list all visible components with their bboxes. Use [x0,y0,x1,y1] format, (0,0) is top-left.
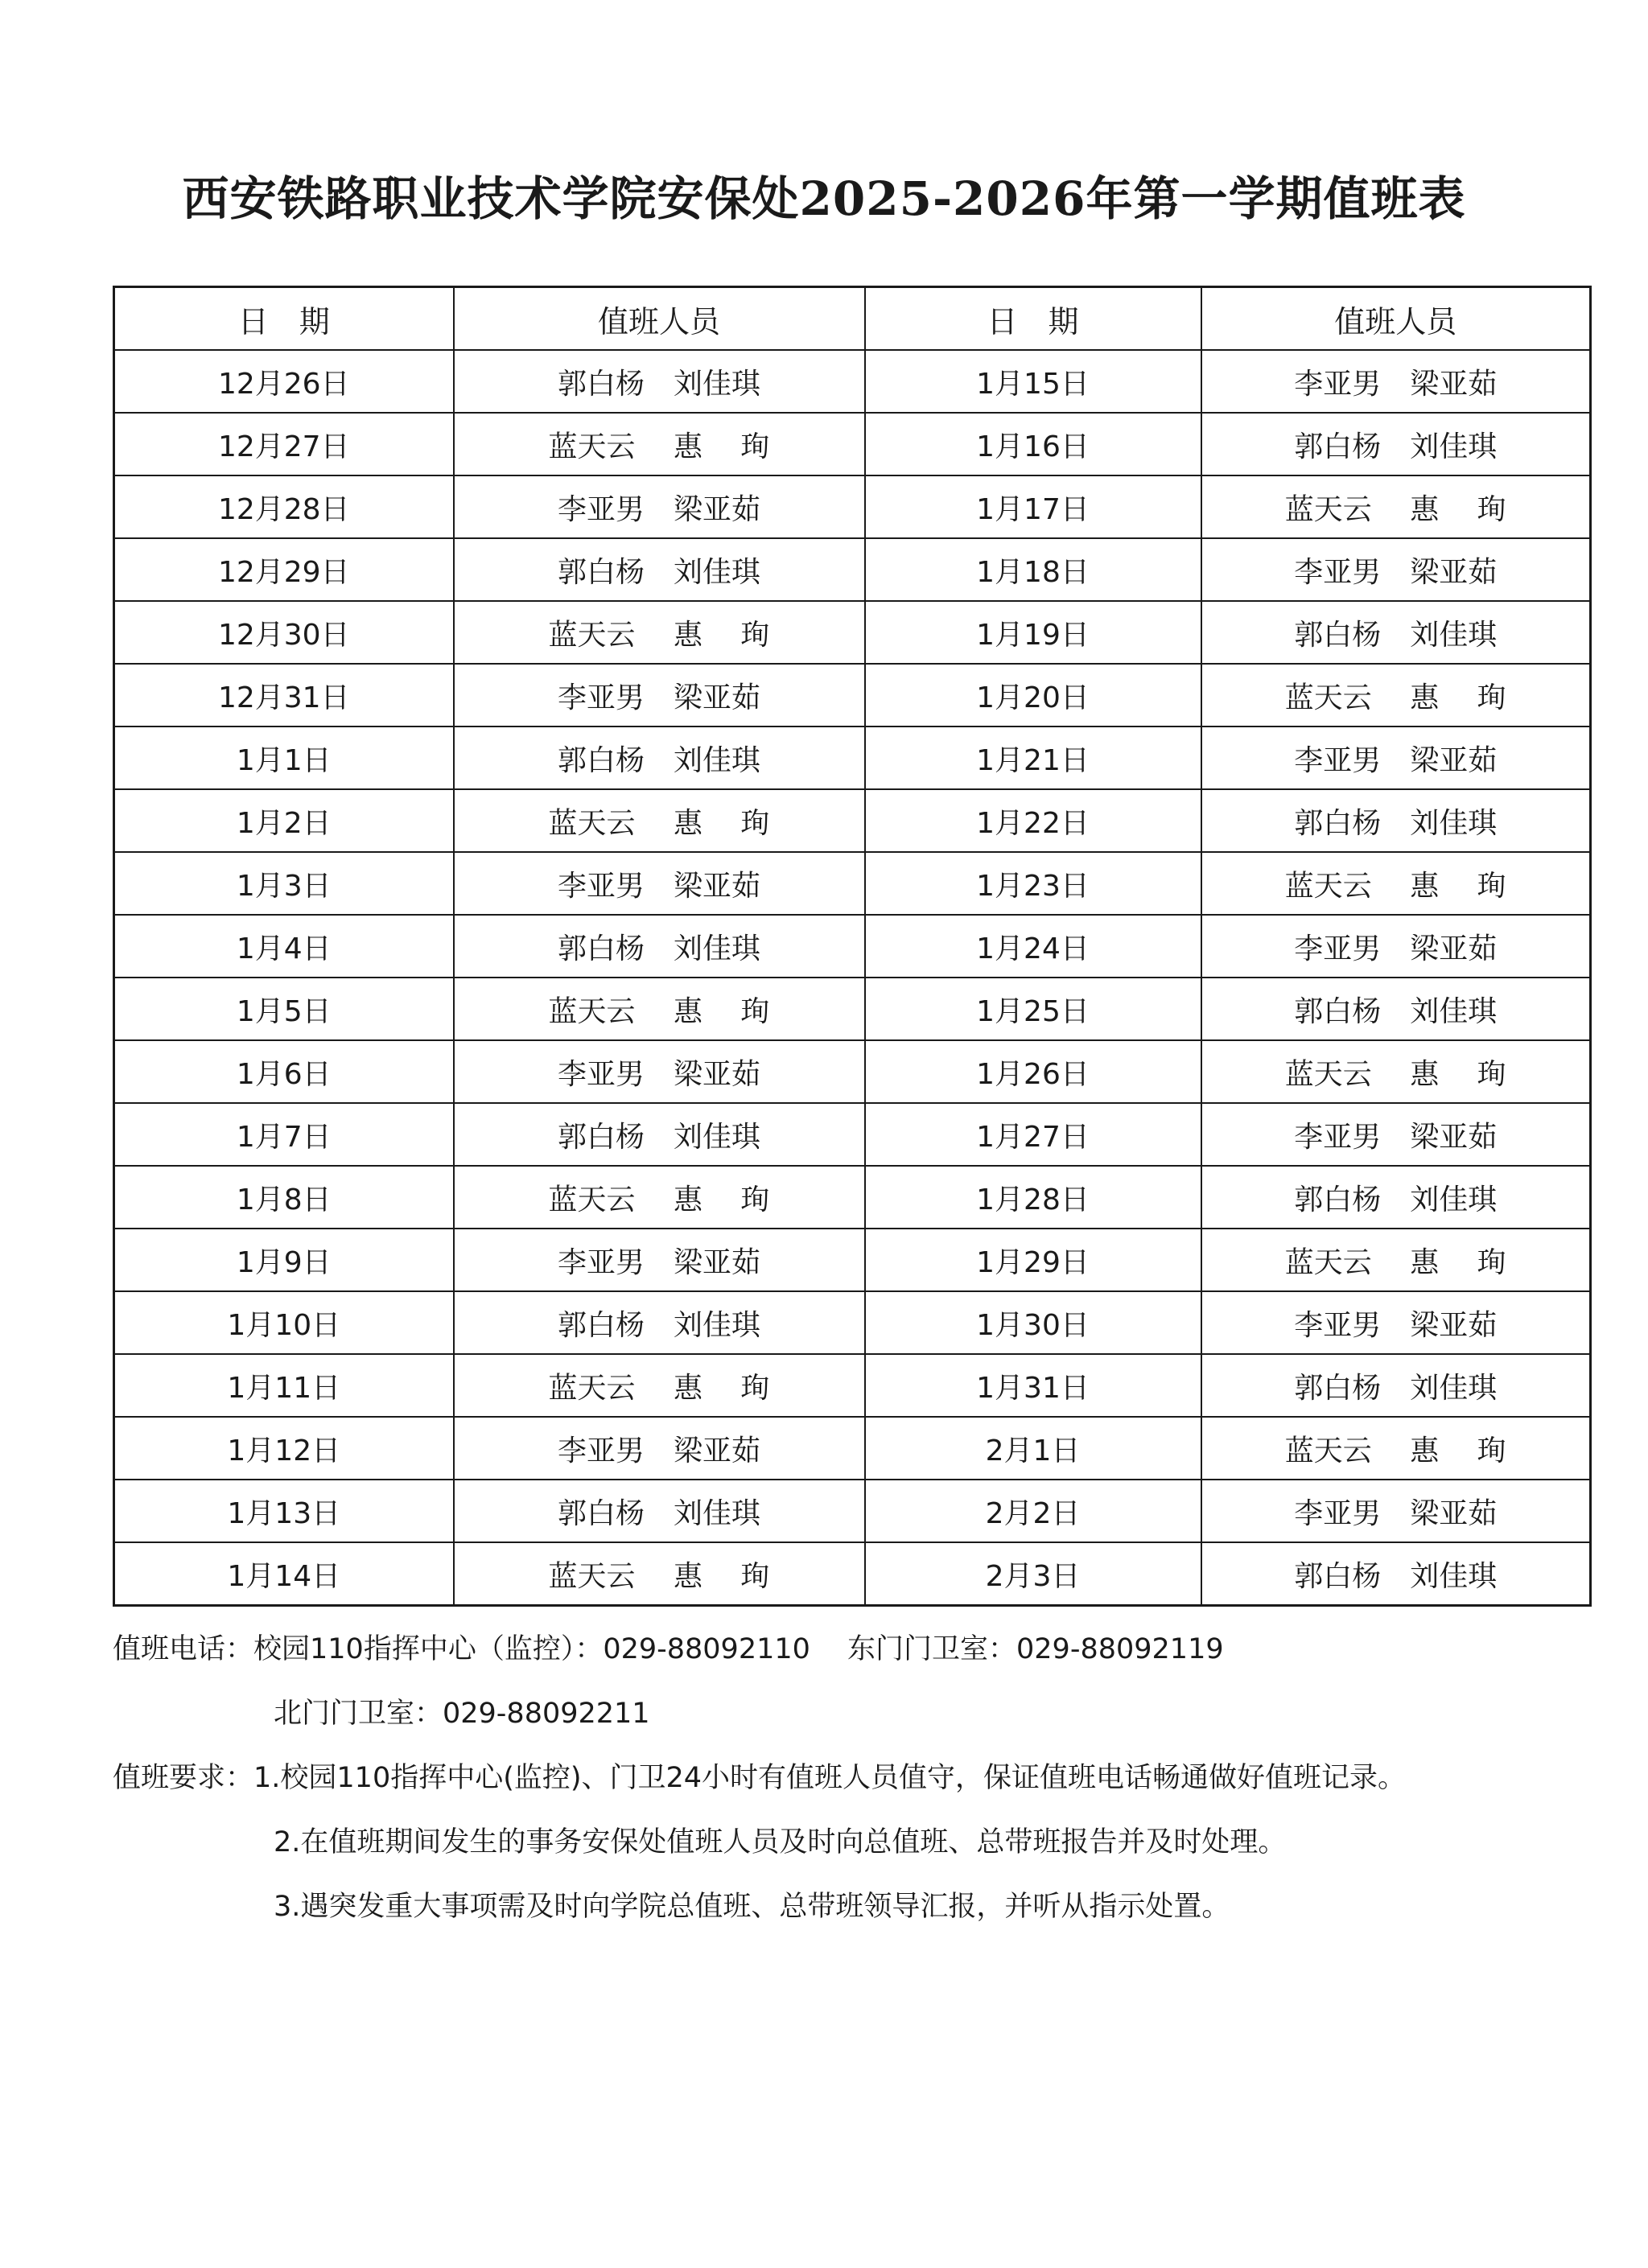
date-cell: 1月17日 [865,475,1201,538]
date-cell: 1月1日 [114,727,454,789]
staff-cell: 蓝天云 惠 珣 [1201,1417,1591,1480]
requirement-1-line [113,1746,1609,1810]
staff-cell: 郭白杨 刘佳琪 [1201,1542,1591,1606]
phone-line-2: 北门门卫室：029-88092211 [274,1698,650,1730]
date-cell: 1月6日 [114,1040,454,1103]
header-staff-left: 值班人员 [454,287,865,351]
date-cell: 1月20日 [865,664,1201,727]
staff-cell: 蓝天云 惠 珣 [1201,664,1591,727]
table-row [114,1480,1591,1542]
staff-cell: 李亚男 梁亚茹 [1201,1291,1591,1354]
staff-cell: 郭白杨 刘佳琪 [454,1480,865,1542]
date-cell: 12月29日 [114,538,454,601]
date-cell: 12月26日 [114,350,454,413]
staff-cell: 蓝天云 惠 珣 [454,1166,865,1229]
date-cell: 1月8日 [114,1166,454,1229]
header-staff-right: 值班人员 [1201,287,1591,351]
date-cell: 1月11日 [114,1354,454,1417]
date-cell: 1月13日 [114,1480,454,1542]
table-header-row [114,287,1591,351]
staff-cell: 李亚男 梁亚茹 [454,852,865,915]
header-date-left: 日 期 [114,287,454,351]
date-cell: 2月1日 [865,1417,1201,1480]
table-row [114,475,1591,538]
date-cell: 1月4日 [114,915,454,978]
table-row [114,413,1591,475]
notes-section [113,1617,1609,1939]
date-cell: 12月28日 [114,475,454,538]
staff-cell: 李亚男 梁亚茹 [1201,538,1591,601]
date-cell: 1月25日 [865,978,1201,1040]
requirement-item: 1.校园110指挥中心(监控)、门卫24小时有值班人员值守，保证值班电话畅通做好值班记录。 [253,1762,1407,1794]
staff-cell: 郭白杨 刘佳琪 [1201,978,1591,1040]
date-cell: 1月3日 [114,852,454,915]
date-cell: 1月19日 [865,601,1201,664]
table-row [114,789,1591,852]
staff-cell: 郭白杨 刘佳琪 [454,538,865,601]
phone-label: 值班电话： [113,1633,254,1665]
date-cell: 1月23日 [865,852,1201,915]
phone-line-1 [113,1617,1609,1681]
date-cell: 1月31日 [865,1354,1201,1417]
staff-cell: 郭白杨 刘佳琪 [1201,789,1591,852]
staff-cell: 郭白杨 刘佳琪 [454,1103,865,1166]
table-row [114,538,1591,601]
table-row [114,978,1591,1040]
date-cell: 1月28日 [865,1166,1201,1229]
date-cell: 1月14日 [114,1542,454,1606]
date-cell: 1月16日 [865,413,1201,475]
staff-cell: 郭白杨 刘佳琪 [1201,1166,1591,1229]
date-cell: 1月7日 [114,1103,454,1166]
staff-cell: 郭白杨 刘佳琪 [454,727,865,789]
table-row [114,852,1591,915]
table-row [114,1542,1591,1606]
table-row [114,664,1591,727]
staff-cell: 郭白杨 刘佳琪 [454,1291,865,1354]
table-row [114,1417,1591,1480]
date-cell: 12月27日 [114,413,454,475]
staff-cell: 郭白杨 刘佳琪 [1201,1354,1591,1417]
date-cell: 1月24日 [865,915,1201,978]
header-date-right: 日 期 [865,287,1201,351]
staff-cell: 李亚男 梁亚茹 [454,1229,865,1291]
date-cell: 1月9日 [114,1229,454,1291]
staff-cell: 郭白杨 刘佳琪 [1201,413,1591,475]
staff-cell: 蓝天云 惠 珣 [1201,1229,1591,1291]
date-cell: 1月5日 [114,978,454,1040]
table-body [114,350,1591,1606]
requirement-item: 3.遇突发重大事项需及时向学院总值班、总带班领导汇报，并听从指示处置。 [274,1891,1230,1923]
staff-cell: 蓝天云 惠 珣 [454,601,865,664]
staff-cell: 蓝天云 惠 珣 [454,1542,865,1606]
date-cell: 1月12日 [114,1417,454,1480]
requirements-label: 值班要求： [113,1762,254,1794]
date-cell: 1月10日 [114,1291,454,1354]
date-cell: 1月29日 [865,1229,1201,1291]
date-cell: 1月21日 [865,727,1201,789]
table-row [114,1166,1591,1229]
staff-cell: 郭白杨 刘佳琪 [454,350,865,413]
table-row [114,1040,1591,1103]
table-row [114,1103,1591,1166]
table-row [114,1291,1591,1354]
phone-numbers-1: 校园110指挥中心（监控）：029-88092110 东门门卫室：029-88092119 [253,1633,1224,1665]
requirement-item: 2.在值班期间发生的事务安保处值班人员及时向总值班、总带班报告并及时处理。 [274,1826,1287,1858]
staff-cell: 蓝天云 惠 珣 [454,413,865,475]
date-cell: 1月30日 [865,1291,1201,1354]
staff-cell: 蓝天云 惠 珣 [1201,1040,1591,1103]
staff-cell: 李亚男 梁亚茹 [1201,915,1591,978]
table-row [114,1229,1591,1291]
date-cell: 12月31日 [114,664,454,727]
staff-cell: 李亚男 梁亚茹 [454,1040,865,1103]
staff-cell: 蓝天云 惠 珣 [1201,852,1591,915]
date-cell: 1月18日 [865,538,1201,601]
staff-cell: 李亚男 梁亚茹 [454,1417,865,1480]
page-title: 西安铁路职业技术学院安保处2025-2026年第一学期值班表 [182,171,1466,226]
staff-cell: 蓝天云 惠 珣 [454,978,865,1040]
staff-cell: 郭白杨 刘佳琪 [1201,601,1591,664]
staff-cell: 李亚男 梁亚茹 [1201,1480,1591,1542]
date-cell: 1月15日 [865,350,1201,413]
table-row [114,727,1591,789]
table-row [114,915,1591,978]
staff-cell: 李亚男 梁亚茹 [454,475,865,538]
table-row [114,601,1591,664]
staff-cell: 李亚男 梁亚茹 [454,664,865,727]
date-cell: 2月2日 [865,1480,1201,1542]
table-row [114,1354,1591,1417]
staff-cell: 蓝天云 惠 珣 [454,1354,865,1417]
staff-cell: 郭白杨 刘佳琪 [454,915,865,978]
staff-cell: 蓝天云 惠 珣 [454,789,865,852]
date-cell: 1月22日 [865,789,1201,852]
date-cell: 1月26日 [865,1040,1201,1103]
table-row [114,350,1591,413]
date-cell: 1月27日 [865,1103,1201,1166]
date-cell: 2月3日 [865,1542,1201,1606]
duty-schedule-table [113,286,1592,1607]
date-cell: 12月30日 [114,601,454,664]
staff-cell: 李亚男 梁亚茹 [1201,1103,1591,1166]
staff-cell: 蓝天云 惠 珣 [1201,475,1591,538]
staff-cell: 李亚男 梁亚茹 [1201,350,1591,413]
date-cell: 1月2日 [114,789,454,852]
staff-cell: 李亚男 梁亚茹 [1201,727,1591,789]
